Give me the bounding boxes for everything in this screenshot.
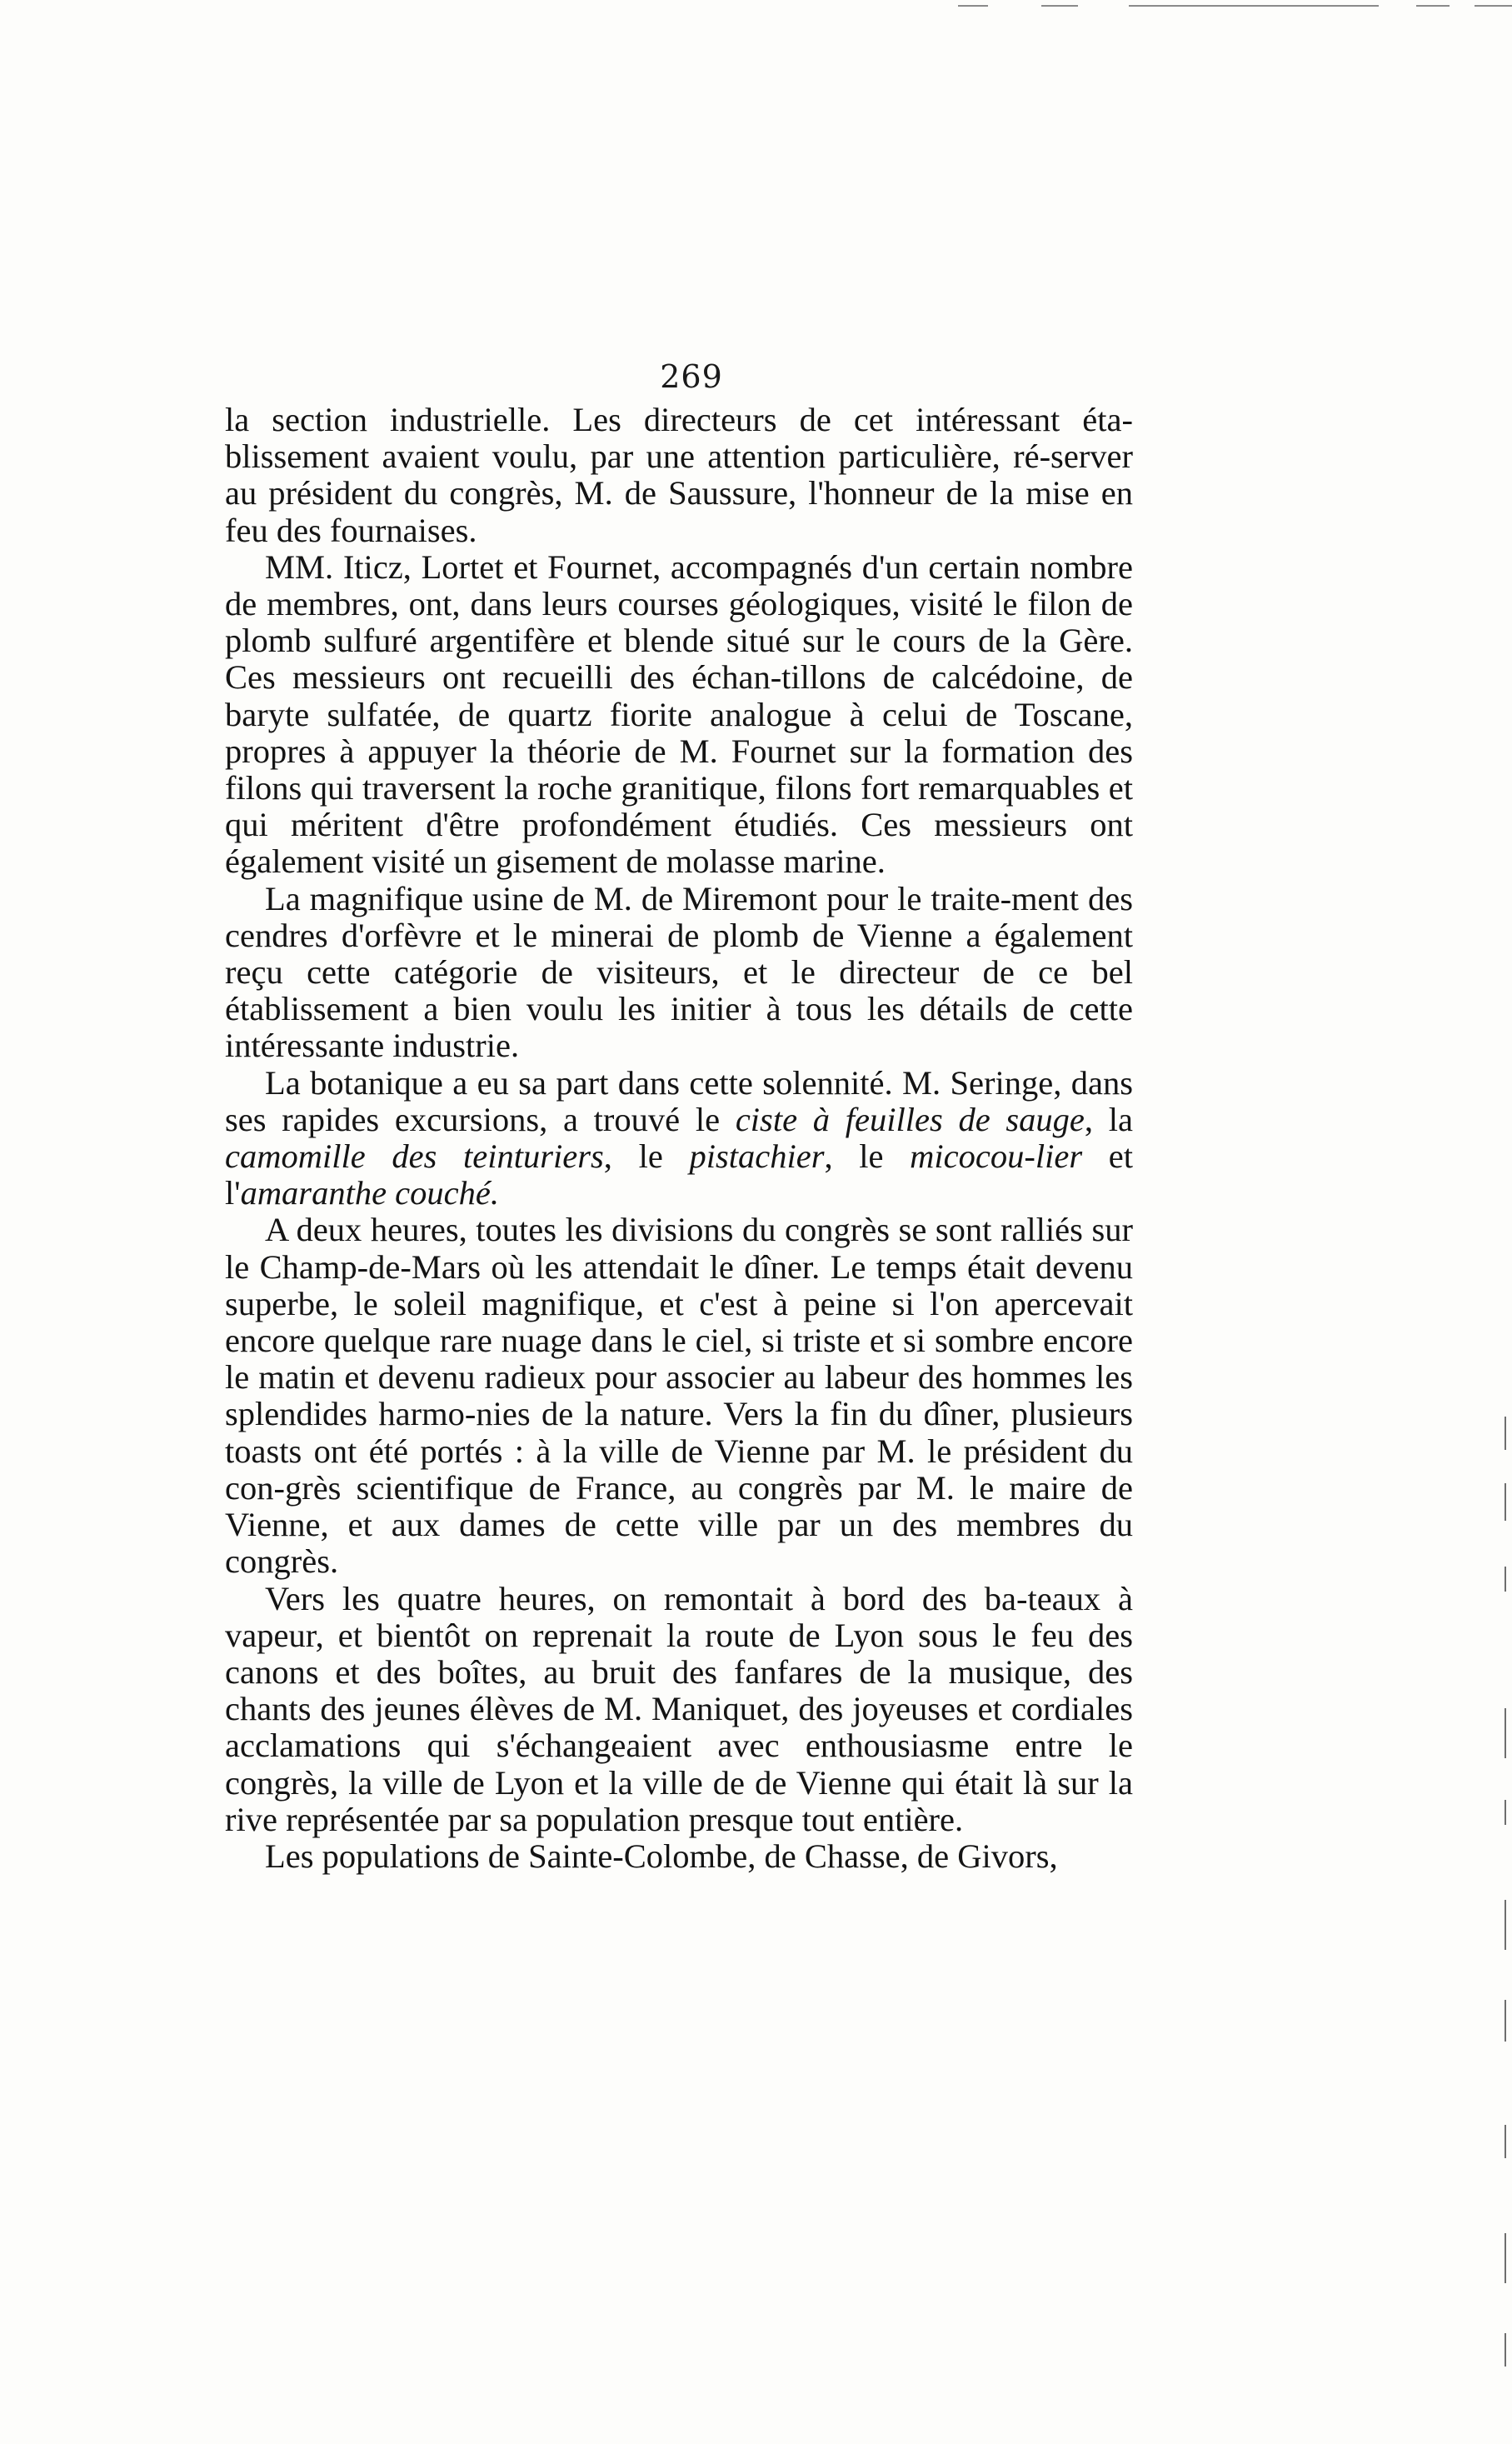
- margin-scan-mark: [1505, 1900, 1506, 1950]
- text-run: , le: [824, 1137, 911, 1176]
- margin-scan-mark: [1505, 2333, 1506, 2367]
- margin-scan-mark: [1505, 2000, 1506, 2042]
- text-run: , la: [1084, 1100, 1133, 1138]
- italic-text: micocou-lier: [910, 1137, 1083, 1176]
- margin-scan-mark: [1505, 1417, 1506, 1450]
- italic-text: amaranthe couché.: [240, 1174, 499, 1212]
- paragraph: [225, 1212, 1133, 1580]
- paragraph: [225, 402, 1133, 549]
- text-run: la section industrielle. Les directeurs de cet intéressant éta-blissement avaient voulu, par une attention particulière, ré-server au président du congrès, M. de Saussure, l'honneur de la mise en feu des fournaises.: [225, 401, 1133, 549]
- text-run: , le: [603, 1137, 690, 1176]
- top-edge-mark: [1416, 5, 1450, 7]
- top-edge-mark: [1041, 5, 1078, 7]
- paragraph: [225, 1838, 1133, 1875]
- top-edge-mark: [1129, 5, 1379, 7]
- italic-text: ciste à feuilles de sauge: [735, 1100, 1085, 1138]
- italic-text: pistachier: [689, 1137, 825, 1176]
- text-run: La magnifique usine de M. de Miremont pour le traite-ment des cendres d'orfèvre et le minerai de plomb de Vienne a également reçu cette catégorie de visiteurs, et le directeur de ce bel établissement a bien voulu les initier à tous les détails de cette intéressante industrie.: [225, 879, 1133, 1065]
- margin-scan-mark: [1505, 1708, 1506, 1758]
- text-run: Vers les quatre heures, on remontait à bord des ba-teaux à vapeur, et bientôt on reprenait la route de Lyon sous le feu des canons et des boîtes, au bruit des fanfares de la musique, des chants des jeunes élèves de M. Maniquet, des joyeuses et cordiales acclamations qui s'échangeaient avec enthousiasme entre le congrès, la ville de Lyon et la ville de de Vienne qui était là sur la rive représentée par sa population presque tout entière.: [225, 1579, 1133, 1838]
- text-run: MM. Iticz, Lortet et Fournet, accompagnés d'un certain nombre de membres, ont, dans leurs courses géologiques, visité le filon de plomb sulfuré argentifère et blende situé sur le cours de la Gère. Ces messieurs ont recueilli des échan-tillons de calcédoine, de baryte sulfatée, de quartz fiorite analogue à celui de Toscane, propres à appuyer la théorie de M. Fournet sur la formation des filons qui traversent la roche granitique, filons fort remarquables et qui méritent d'être profondément étudiés. Ces messieurs ont également visité un gisement de molasse marine.: [225, 547, 1133, 881]
- text-run: A deux heures, toutes les divisions du congrès se sont ralliés sur le Champ-de-Mars où les attendait le dîner. Le temps était devenu superbe, le soleil magnifique, et c'est à peine si l'on apercevait encore quelque rare nuage dans le ciel, si triste et si sombre encore le matin et devenu radieux pour associer au labeur des hommes les splendides harmo-nies de la nature. Vers la fin du dîner, plusieurs toasts ont été portés : à la ville de Vienne par M. le président du con-grès scientifique de France, au congrès par M. le maire de Vienne, et aux dames de cette ville par un des membres du congrès.: [225, 1211, 1133, 1581]
- top-edge-mark: [958, 5, 988, 7]
- italic-text: camomille des teinturiers: [225, 1137, 604, 1176]
- margin-scan-mark: [1505, 1800, 1506, 1825]
- paragraph: [225, 549, 1133, 881]
- paragraph: [225, 1065, 1133, 1212]
- margin-scan-mark: [1505, 1483, 1506, 1521]
- text-run: Les populations de Sainte-Colombe, de Chasse, de Givors,: [265, 1837, 1058, 1875]
- page-number: 269: [660, 358, 723, 395]
- text-run: et l': [225, 1137, 1134, 1212]
- margin-scan-mark: [1505, 2125, 1506, 2158]
- margin-scan-mark: [1505, 1567, 1506, 1592]
- text-run: La botanique a eu sa part dans cette solennité. M. Seringe, dans ses rapides excursions, a trouvé le: [225, 1063, 1133, 1138]
- margin-scan-mark: [1505, 2233, 1506, 2283]
- paragraph: [225, 1581, 1133, 1838]
- top-edge-mark: [1475, 5, 1512, 7]
- body-text: [225, 402, 1133, 1875]
- paragraph: [225, 881, 1133, 1065]
